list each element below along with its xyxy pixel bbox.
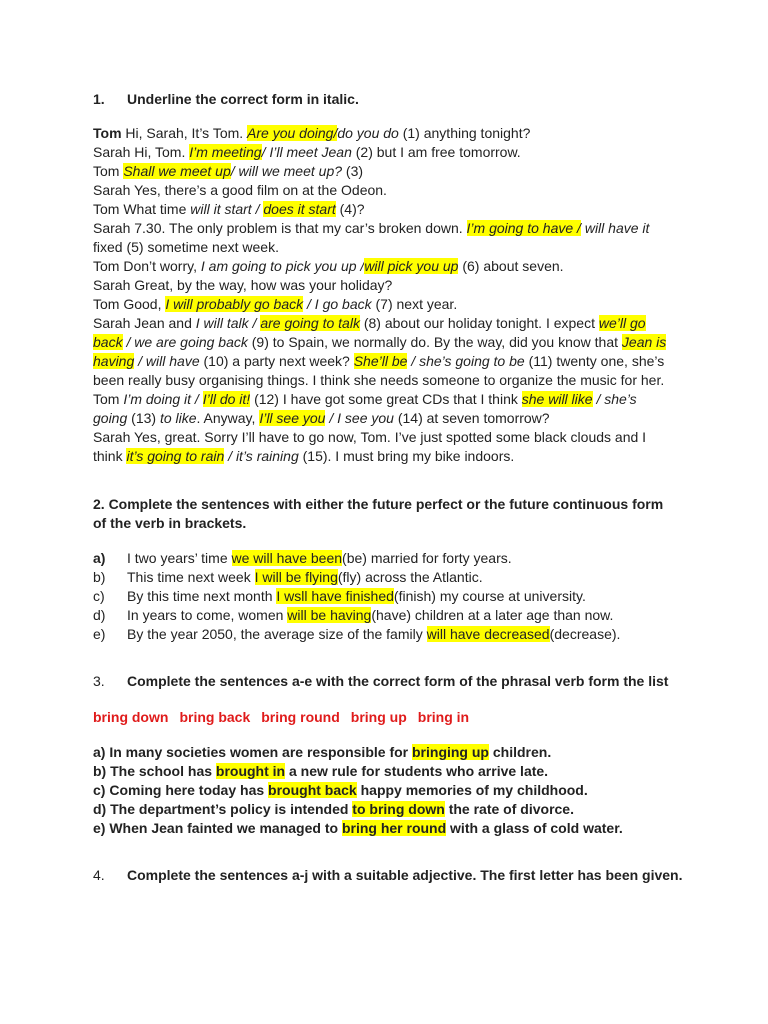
text-segment: (decrease). <box>549 626 621 642</box>
text-segment: fixed (5) sometime next week. <box>93 239 279 255</box>
highlighted-answer: I’m meeting <box>189 144 262 160</box>
text-segment: I’m doing it / <box>123 391 203 407</box>
highlighted-answer: back <box>93 334 123 350</box>
text-segment: / she’s going to be <box>407 353 525 369</box>
text-segment: Sarah Yes, great. Sorry I’ll have to go now, Tom. I’ve just spotted some black clouds and I <box>93 429 647 445</box>
dialogue-line <box>93 371 664 390</box>
text-segment: I two years’ time <box>127 550 232 566</box>
text-segment: to like <box>159 410 197 426</box>
section1-heading: 1. Underline the correct form in italic. <box>93 91 359 107</box>
item-label: d) <box>93 607 106 623</box>
text-segment: Sarah Jean and <box>93 315 196 331</box>
dialogue-line <box>93 352 664 371</box>
text-segment: (7) next year. <box>371 296 458 312</box>
text-segment: (13) <box>127 410 160 426</box>
text-segment: / it’s raining <box>224 448 299 464</box>
text-segment: Tom Good, <box>93 296 166 312</box>
text-segment: Sarah Great, by the way, how was your holiday? <box>93 277 393 293</box>
exercise-item <box>93 625 620 644</box>
highlighted-answer: will have decreased <box>426 626 550 642</box>
exercise-item <box>93 568 483 587</box>
dialogue-line <box>93 200 365 219</box>
text-segment: By this time next month <box>127 588 277 604</box>
dialogue-line <box>93 143 521 162</box>
text-segment: e) When Jean fainted we managed to <box>93 820 342 836</box>
highlighted-answer: I will be flying <box>254 569 338 585</box>
text-segment: a) In many societies women are responsible for <box>93 744 412 760</box>
highlighted-answer: to bring down <box>352 801 445 817</box>
text-segment: (fly) across the Atlantic. <box>337 569 483 585</box>
text-segment: / I’ll meet Jean <box>261 144 352 160</box>
text-segment: (12) I have got some great CDs that I think <box>250 391 522 407</box>
section2-heading-line2: of the verb in brackets. <box>93 515 247 531</box>
dialogue-line <box>93 428 646 447</box>
item-label: c) <box>93 588 105 604</box>
text-segment: Tom What time <box>93 201 191 217</box>
highlighted-answer: brought in <box>215 763 286 779</box>
highlighted-answer: it’s going to rain <box>126 448 225 464</box>
highlighted-answer: Shall we meet up <box>123 163 231 179</box>
highlighted-answer: will be having <box>287 607 372 623</box>
exercise-item <box>93 606 613 625</box>
text-segment: b) The school has <box>93 763 216 779</box>
text-segment: / she’s <box>592 391 637 407</box>
dialogue-line <box>93 409 550 428</box>
text-segment: c) Coming here today has <box>93 782 269 798</box>
highlighted-answer: bring her round <box>341 820 447 836</box>
text-segment: Sarah Hi, Tom. <box>93 144 190 160</box>
text-segment: Tom <box>93 125 122 141</box>
highlighted-answer: she will like <box>521 391 593 407</box>
item-label: b) <box>93 569 106 585</box>
highlighted-answer: I’ll do it! <box>202 391 251 407</box>
dialogue-line <box>93 219 649 238</box>
text-segment: / we are going back <box>122 334 248 350</box>
text-segment: (10) a party next week? <box>199 353 354 369</box>
text-segment: (finish) my course at university. <box>393 588 586 604</box>
text-segment: Tom Don’t worry, <box>93 258 201 274</box>
text-segment: Hi, Sarah, It’s Tom. <box>121 125 248 141</box>
phrasal-verb: bring back <box>179 709 251 725</box>
section2-heading-line1: 2. Complete the sentences with either the future perfect or the future continuous form <box>93 496 664 512</box>
text-segment: Tom <box>93 163 124 179</box>
text-segment: (1) anything tonight? <box>398 125 531 141</box>
text-segment: think <box>93 448 127 464</box>
dialogue-line <box>93 238 279 257</box>
text-segment: will it start / <box>190 201 264 217</box>
text-segment: Tom <box>93 391 124 407</box>
exercise-item <box>93 781 588 800</box>
highlighted-answer: I wsll have finished <box>276 588 394 604</box>
dialogue-line <box>93 257 564 276</box>
highlighted-answer: Are you doing/ <box>247 125 338 141</box>
highlighted-answer: are going to talk <box>260 315 360 331</box>
highlighted-answer: She’ll be <box>353 353 408 369</box>
text-segment: happy memories of my childhood. <box>356 782 588 798</box>
text-segment: (6) about seven. <box>458 258 564 274</box>
phrasal-verb: bring up <box>350 709 407 725</box>
text-segment: / I see you <box>325 410 394 426</box>
text-segment: In years to come, women <box>127 607 288 623</box>
text-segment: the rate of divorce. <box>444 801 574 817</box>
highlighted-answer: will pick you up <box>364 258 459 274</box>
exercise-item <box>93 549 512 568</box>
dialogue-line <box>93 447 514 466</box>
text-segment: (15). I must bring my bike indoors. <box>298 448 515 464</box>
dialogue-line <box>93 314 646 333</box>
highlighted-answer: I will probably go back <box>165 296 304 312</box>
highlighted-answer: I’m going to have / <box>466 220 581 236</box>
exercise-item <box>93 800 574 819</box>
highlighted-answer: bringing up <box>412 744 489 760</box>
text-segment: been really busy organising things. I think she needs someone to organize the music for her. <box>93 372 665 388</box>
item-label: a) <box>93 550 106 566</box>
dialogue-line <box>93 333 666 352</box>
text-segment: I am going to pick you up / <box>200 258 365 274</box>
text-segment: with a glass of cold water. <box>446 820 623 836</box>
text-segment: . Anyway, <box>196 410 260 426</box>
highlighted-answer: does it start <box>263 201 336 217</box>
highlighted-answer: Jean is <box>621 334 667 350</box>
text-segment: / I go back <box>303 296 372 312</box>
exercise-item <box>93 762 548 781</box>
text-segment: (be) married for forty years. <box>342 550 512 566</box>
text-segment: (3) <box>342 163 364 179</box>
exercise-item <box>93 819 623 838</box>
text-segment: (9) to Spain, we normally do. By the way, did you know that <box>247 334 622 350</box>
dialogue-line <box>93 124 530 143</box>
section3-heading: 3. Complete the sentences a-e with the correct form of the phrasal verb form the list <box>93 673 669 689</box>
text-segment: a new rule for students who arrive late. <box>285 763 549 779</box>
dialogue-line <box>93 162 363 181</box>
text-segment: (14) at seven tomorrow? <box>393 410 550 426</box>
phrasal-verb-list <box>93 708 480 727</box>
highlighted-answer: brought back <box>268 782 357 798</box>
text-segment: (8) about our holiday tonight. I expect <box>359 315 599 331</box>
phrasal-verb: bring in <box>417 709 470 725</box>
text-segment: do you do <box>337 125 399 141</box>
text-segment: going <box>93 410 128 426</box>
text-segment: Sarah 7.30. The only problem is that my car’s broken down. <box>93 220 467 236</box>
exercise-item <box>93 743 551 762</box>
highlighted-answer: I’ll see you <box>259 410 326 426</box>
exercise-item <box>93 587 586 606</box>
text-segment: / will have <box>134 353 200 369</box>
dialogue-line <box>93 181 387 200</box>
dialogue-line <box>93 390 637 409</box>
text-segment: By the year 2050, the average size of the family <box>127 626 427 642</box>
text-segment: This time next week <box>127 569 255 585</box>
highlighted-answer: having <box>93 353 135 369</box>
text-segment: d) The department’s policy is intended <box>93 801 353 817</box>
highlighted-answer: we will have been <box>231 550 343 566</box>
text-segment: (4)? <box>335 201 365 217</box>
text-segment: I will talk / <box>195 315 261 331</box>
phrasal-verb: bring down <box>93 709 169 725</box>
highlighted-answer: we’ll go <box>598 315 646 331</box>
section4-heading: 4. Complete the sentences a-j with a suitable adjective. The first letter has been given. <box>93 867 683 883</box>
text-segment: children. <box>488 744 552 760</box>
text-segment: (2) but I am free tomorrow. <box>351 144 521 160</box>
text-segment: will have it <box>580 220 650 236</box>
dialogue-line <box>93 276 392 295</box>
text-segment: Sarah Yes, there’s a good film on at the Odeon. <box>93 182 387 198</box>
text-segment: / will we meet up? <box>230 163 343 179</box>
text-segment: (have) children at a later age than now. <box>371 607 614 623</box>
item-label: e) <box>93 626 106 642</box>
phrasal-verb: bring round <box>261 709 340 725</box>
dialogue-line <box>93 295 457 314</box>
text-segment: (11) twenty one, she’s <box>524 353 665 369</box>
